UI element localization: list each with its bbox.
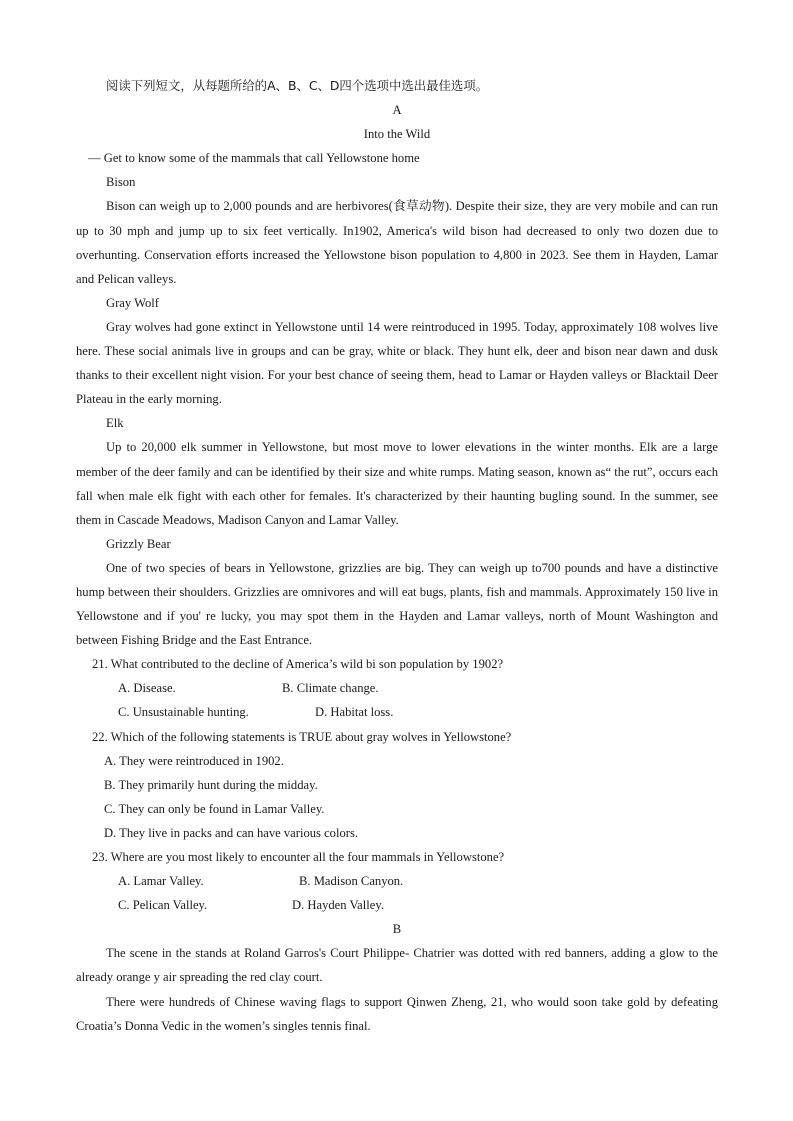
question-21-stem: 21. What contributed to the decline of America’s wild bi son population by 1902? xyxy=(92,657,504,672)
question-21-options-row-2 xyxy=(76,700,718,724)
question-21-option-d[interactable]: D. Habitat loss. xyxy=(315,705,394,720)
question-22-option-b[interactable]: B. They primarily hunt during the midday. xyxy=(104,777,318,792)
question-21-option-c[interactable]: C. Unsustainable hunting. xyxy=(118,705,249,720)
passage-a-subtitle: — Get to know some of the mammals that call Yellowstone home xyxy=(88,151,420,166)
passage-b-paragraph-1: The scene in the stands at Roland Garros's Court Philippe- Chatrier was dotted with red banners, adding a glow to the already orange y air spreading the red clay court. xyxy=(76,946,718,985)
section-text-bison: Bison can weigh up to 2,000 pounds and are herbivores(食草动物). Despite their size, they are very mobile and can run up to 30 mph and jump up to six feet vertically. In1902, America's wild bison had decreased to only two dozen due to overhunting. Conservation efforts increased the Yellowstone bison population to 4,800 in 2023. See them in Hayden, Lamar and Pelican valleys. xyxy=(76,199,718,286)
question-23-option-b[interactable]: B. Madison Canyon. xyxy=(299,874,404,889)
question-23-option-d[interactable]: D. Hayden Valley. xyxy=(292,898,384,913)
question-23-option-a[interactable]: A. Lamar Valley. xyxy=(118,874,204,889)
question-23-options-row-1 xyxy=(76,869,718,893)
question-22-option-d[interactable]: D. They live in packs and can have various colors. xyxy=(104,825,359,840)
question-22-stem: 22. Which of the following statements is TRUE about gray wolves in Yellowstone? xyxy=(92,729,512,744)
question-23-options-row-2 xyxy=(76,893,718,917)
passage-b-letter: B xyxy=(392,922,402,937)
question-21-option-b[interactable]: B. Climate change. xyxy=(282,681,379,696)
question-22-option-c[interactable]: C. They can only be found in Lamar Valley. xyxy=(104,801,325,816)
passage-a-letter: A xyxy=(392,103,402,118)
section-text-elk: Up to 20,000 elk summer in Yellowstone, but most move to lower elevations in the winter months. Elk are a large member of the deer family and can be identified by their size and white rumps. Mating season, known as“ the rut”, occurs each fall when male elk fight with each other for females. It's characterized by their haunting bugling sound. In the summer, see them in Cascade Meadows, Madison Canyon and Lamar Valley. xyxy=(76,440,718,527)
instruction-text: 阅读下列短文，从每题所给的A、B、C、D四个选项中选出最佳选项。 xyxy=(106,78,489,93)
section-heading-grizzly-bear: Grizzly Bear xyxy=(106,536,171,551)
question-23-stem: 23. Where are you most likely to encounter all the four mammals in Yellowstone? xyxy=(92,850,505,864)
exam-page xyxy=(76,74,718,1038)
question-21-option-a[interactable]: A. Disease. xyxy=(118,681,176,696)
passage-b-paragraph-2: There were hundreds of Chinese waving flags to support Qinwen Zheng, 21, who would soon take gold by defeating Croatia’s Donna Vedic in the women’s singles tennis final. xyxy=(76,994,718,1033)
question-22-option-a[interactable]: A. They were reintroduced in 1902. xyxy=(104,753,284,768)
question-21-options-row-1 xyxy=(76,676,718,700)
section-text-gray-wolf: Gray wolves had gone extinct in Yellowstone until 14 were reintroduced in 1995. Today, approximately 108 wolves live here. These social animals live in groups and can be gray, white or black. They hunt elk, deer and bison near dawn and dusk thanks to their excellent night vision. For your best chance of seeing them, head to Lamar or Hayden valleys or Blacktail Deer Plateau in the early morning. xyxy=(76,319,718,407)
section-heading-gray-wolf: Gray Wolf xyxy=(106,295,159,310)
question-23-option-c[interactable]: C. Pelican Valley. xyxy=(118,898,208,913)
section-text-grizzly-bear: One of two species of bears in Yellowstone, grizzlies are big. They can weigh up to700 pounds and have a distinctive hump between their shoulders. Grizzlies are omnivores and will eat bugs, plants, fish and mammals. Approximately 150 live in Yellowstone and if you' re lucky, you may spot them in the Hayden and Lamar valleys, north of Mount Washington and between Fishing Bridge and the East Entrance. xyxy=(76,560,718,648)
section-heading-elk: Elk xyxy=(106,416,124,431)
passage-a-title: Into the Wild xyxy=(363,127,431,142)
section-heading-bison: Bison xyxy=(106,175,136,190)
